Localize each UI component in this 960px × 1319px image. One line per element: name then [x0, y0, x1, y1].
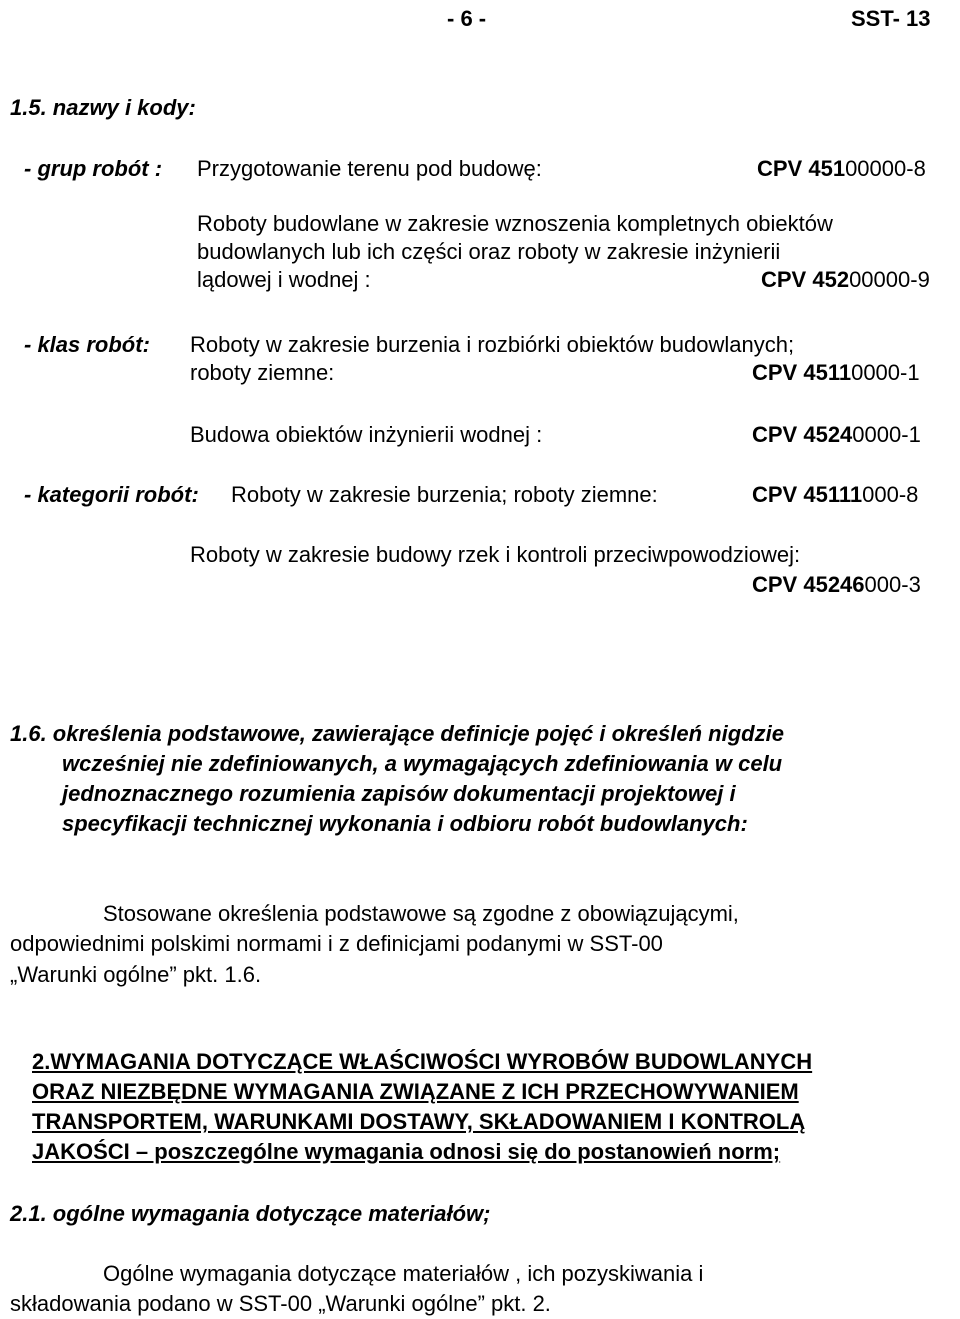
section-1-6-para-line2: odpowiednimi polskimi normami i z definicjami podanymi w SST-00 — [10, 931, 663, 956]
document-code: SST- 13 — [851, 6, 931, 31]
section-2-heading-line1: 2.WYMAGANIA DOTYCZĄCE WŁAŚCIWOŚCI WYROBÓW BUDOWLANYCH — [32, 1049, 813, 1074]
section-2-heading-line2: ORAZ NIEZBĘDNE WYMAGANIA ZWIĄZANE Z ICH PRZECHOWYWANIEM — [32, 1079, 799, 1104]
klas-1-line1: Roboty w zakresie burzenia i rozbiórki obiektów budowlanych; — [190, 332, 795, 357]
klas-1-line2: roboty ziemne: — [190, 360, 335, 385]
klas-1-code: CPV 45110000-1 — [752, 360, 920, 385]
grup-label: - grup robót : — [24, 156, 163, 181]
klas-2-text: Budowa obiektów inżynierii wodnej : — [190, 422, 543, 447]
grup-1-code: CPV 45100000-8 — [757, 156, 926, 181]
klas-label: - klas robót: — [24, 332, 150, 357]
page-number: - 6 - — [447, 6, 487, 31]
section-2-heading-line3: TRANSPORTEM, WARUNKAMI DOSTAWY, SKŁADOWANIEM I KONTROLĄ — [32, 1109, 806, 1134]
grup-2-code: CPV 45200000-9 — [761, 267, 930, 292]
section-1-6-line2: wcześniej nie zdefiniowanych, a wymagających zdefiniowania w celu — [62, 751, 783, 776]
klas-2-code: CPV 45240000-1 — [752, 422, 921, 447]
kategorii-1-code: CPV 45111000-8 — [752, 482, 919, 507]
grup-1-text: Przygotowanie terenu pod budowę: — [197, 156, 542, 181]
section-1-6-line4: specyfikacji technicznej wykonania i odbioru robót budowlanych: — [62, 811, 748, 836]
kategorii-2-code: CPV 45246000-3 — [752, 572, 921, 597]
section-1-6-para-line1: Stosowane określenia podstawowe są zgodne z obowiązującymi, — [103, 901, 739, 926]
section-2-1-para-line2: składowania podano w SST-00 „Warunki ogólne” pkt. 2. — [10, 1291, 551, 1316]
grup-2-line1: Roboty budowlane w zakresie wznoszenia kompletnych obiektów — [197, 211, 833, 236]
kategorii-label: - kategorii robót: — [24, 482, 199, 507]
kategorii-1-text: Roboty w zakresie burzenia; roboty ziemne: — [231, 482, 658, 507]
grup-2-line3: lądowej i wodnej : — [197, 267, 371, 292]
grup-2-line2: budowlanych lub ich części oraz roboty w zakresie inżynierii — [197, 239, 781, 264]
section-2-1-para-line1: Ogólne wymagania dotyczące materiałów , ich pozyskiwania i — [103, 1261, 704, 1286]
section-2-1-heading: 2.1. ogólne wymagania dotyczące materiałów; — [10, 1201, 491, 1226]
section-2-heading-line4: JAKOŚCI – poszczególne wymagania odnosi się do postanowień norm; — [32, 1139, 781, 1164]
section-1-6-line1: 1.6. określenia podstawowe, zawierające definicje pojęć i określeń nigdzie — [10, 721, 784, 746]
kategorii-2-text: Roboty w zakresie budowy rzek i kontroli przeciwpowodziowej: — [190, 542, 801, 567]
section-1-6-para-line3: „Warunki ogólne” pkt. 1.6. — [10, 962, 262, 987]
section-1-6-line3: jednoznacznego rozumienia zapisów dokumentacji projektowej i — [62, 781, 736, 806]
section-1-5-heading: 1.5. nazwy i kody: — [10, 95, 196, 120]
